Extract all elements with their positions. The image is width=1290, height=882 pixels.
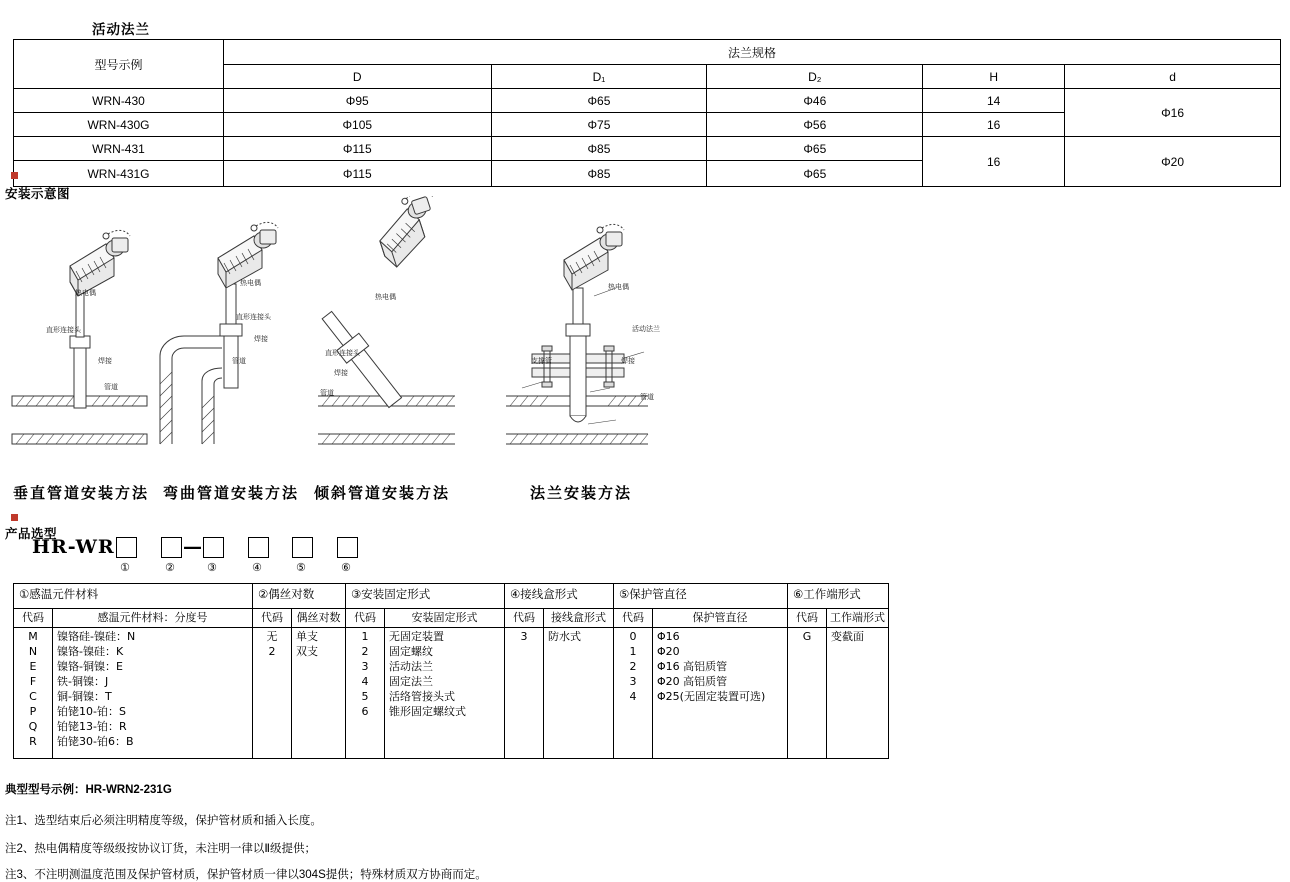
subheader-value-4: 接线盒形式 — [544, 609, 614, 628]
code-item: N — [28, 645, 38, 658]
code-item: F — [29, 675, 37, 688]
value-item: 镍铬硅-镍硅：N — [57, 630, 136, 643]
cell-d: Φ20 — [1065, 137, 1281, 187]
cell-D: Φ115 — [224, 137, 492, 161]
subheader-value-2: 偶丝对数 — [292, 609, 346, 628]
cell-D2: Φ65 — [707, 161, 923, 187]
label-straight-joint: 直形连接头 — [46, 326, 81, 334]
selection-body-row — [14, 628, 889, 759]
cell-D1: Φ75 — [491, 113, 707, 137]
values-col-1 — [53, 628, 253, 759]
codes-col-1 — [14, 628, 53, 759]
subheader-code-4: 代码 — [505, 609, 544, 628]
group-title-6: ⑥工作端形式 — [788, 584, 889, 609]
cell-H: 16 — [923, 113, 1065, 137]
code-item: C — [29, 690, 37, 703]
code-item: M — [28, 630, 38, 643]
code-dash: — — [183, 536, 202, 558]
cell-D: Φ115 — [224, 161, 492, 187]
install-section-heading: 安装示意图 — [5, 187, 71, 201]
label-weld: 焊接 — [621, 357, 635, 365]
label-thermocouple: 热电偶 — [375, 293, 396, 301]
label-thermocouple: 热电偶 — [608, 283, 629, 291]
header-model: 型号示例 — [14, 40, 224, 89]
selection-subheader-row — [14, 609, 889, 628]
col-D: D — [224, 65, 492, 89]
value-item: 铂铑13-铂：R — [57, 720, 127, 733]
label-pipe: 管道 — [320, 389, 334, 397]
codes-col-4 — [505, 628, 544, 759]
value-item: 防水式 — [548, 630, 581, 643]
values-col-4 — [544, 628, 614, 759]
value-item: 镍铬-镍硅：K — [57, 645, 124, 658]
code-num-2: ② — [165, 561, 175, 574]
value-item: Φ20 — [657, 645, 680, 658]
value-item: 双支 — [296, 645, 318, 658]
code-box-3[interactable] — [203, 537, 224, 558]
flange-spec-table — [13, 39, 1281, 187]
col-D2: D₂ — [707, 65, 923, 89]
code-item: 5 — [361, 690, 369, 703]
model-code-prefix: HR-WR — [32, 536, 115, 558]
typical-model-example: 典型型号示例：HR-WRN2-231G — [5, 784, 172, 796]
code-item: 3 — [361, 660, 369, 673]
cell-model: WRN-431G — [14, 161, 224, 187]
codes-col-5 — [614, 628, 653, 759]
value-item: 固定螺纹 — [389, 645, 433, 658]
label-thermocouple: 热电偶 — [240, 279, 261, 287]
group-title-1: ①感温元件材料 — [14, 584, 253, 609]
subheader-code-1: 代码 — [14, 609, 53, 628]
cell-D: Φ95 — [224, 89, 492, 113]
subheader-value-1: 感温元件材料：分度号 — [53, 609, 253, 628]
group-title-5: ⑤保护管直径 — [614, 584, 788, 609]
values-col-5 — [653, 628, 788, 759]
label-pipe: 管道 — [104, 383, 118, 391]
subheader-code-5: 代码 — [614, 609, 653, 628]
cell-H: 16 — [923, 137, 1065, 187]
values-col-2 — [292, 628, 346, 759]
subheader-value-6: 工作端形式 — [827, 609, 889, 628]
code-num-3: ③ — [207, 561, 217, 574]
value-item: 固定法兰 — [389, 675, 433, 688]
group-title-4: ④接线盒形式 — [505, 584, 614, 609]
code-item: E — [29, 660, 37, 673]
subheader-code-2: 代码 — [253, 609, 292, 628]
cell-model: WRN-431 — [14, 137, 224, 161]
cell-D2: Φ65 — [707, 137, 923, 161]
code-box-6[interactable] — [337, 537, 358, 558]
code-num-5: ⑤ — [296, 561, 306, 574]
code-box-5[interactable] — [292, 537, 313, 558]
code-item: G — [802, 630, 812, 643]
code-box-4[interactable] — [248, 537, 269, 558]
label-straight-joint: 直形连接头 — [236, 313, 271, 321]
code-item: 4 — [361, 675, 369, 688]
value-item: 镍铬-铜镍：E — [57, 660, 123, 673]
code-item: 无 — [266, 630, 278, 643]
value-item: 锥形固定螺纹式 — [389, 705, 466, 718]
red-marker-icon — [11, 172, 18, 179]
col-d: d — [1065, 65, 1281, 89]
label-pipe: 管道 — [232, 357, 246, 365]
code-item: 6 — [361, 705, 369, 718]
caption-inclined: 倾斜管道安装方法 — [314, 484, 451, 502]
selection-group-header-row — [14, 584, 889, 609]
value-item: Φ16 — [657, 630, 680, 643]
group-title-2: ②偶丝对数 — [253, 584, 346, 609]
code-item: 3 — [629, 675, 637, 688]
value-item: 活动法兰 — [389, 660, 433, 673]
subheader-value-3: 安装固定形式 — [385, 609, 505, 628]
installation-diagram-svg — [0, 196, 700, 486]
code-item: P — [29, 705, 37, 718]
cell-D1: Φ65 — [491, 89, 707, 113]
col-D1: D₁ — [491, 65, 707, 89]
codes-col-3 — [346, 628, 385, 759]
table-header-row — [14, 40, 1281, 65]
subheader-code-3: 代码 — [346, 609, 385, 628]
code-item: R — [29, 735, 37, 748]
code-item: 2 — [268, 645, 276, 658]
cell-model: WRN-430G — [14, 113, 224, 137]
code-item: 3 — [520, 630, 528, 643]
caption-vertical: 垂直管道安装方法 — [13, 484, 150, 502]
code-box-1[interactable] — [116, 537, 137, 558]
value-item: Φ16 高铝质管 — [657, 660, 728, 673]
note-2: 注2、热电偶精度等级级按协议订货，未注明一律以Ⅱ级提供； — [5, 843, 317, 855]
label-support: 支撑管 — [531, 357, 552, 365]
code-item: 1 — [361, 630, 369, 643]
value-item: Φ25(无固定装置可选) — [657, 690, 766, 703]
label-weld: 焊接 — [334, 369, 348, 377]
installation-diagrams — [0, 196, 700, 506]
code-item: 4 — [629, 690, 637, 703]
value-item: 活络管接头式 — [389, 690, 455, 703]
code-num-4: ④ — [252, 561, 262, 574]
value-item: 变截面 — [831, 630, 864, 643]
caption-flange: 法兰安装方法 — [530, 484, 633, 502]
label-straight-joint: 直形连接头 — [325, 349, 360, 357]
cell-D2: Φ56 — [707, 113, 923, 137]
code-item: 2 — [629, 660, 637, 673]
cell-D2: Φ46 — [707, 89, 923, 113]
label-thermocouple: 热电偶 — [75, 289, 96, 297]
red-marker-icon — [11, 514, 18, 521]
value-item: 铂铑30-铂6：B — [57, 735, 134, 748]
cell-model: WRN-430 — [14, 89, 224, 113]
codes-col-6 — [788, 628, 827, 759]
value-item: 铜-铜镍：T — [57, 690, 112, 703]
code-item: 2 — [361, 645, 369, 658]
table-row — [14, 137, 1281, 161]
value-item: 无固定装置 — [389, 630, 444, 643]
selection-table — [13, 583, 889, 759]
selection-section-heading: 产品选型 — [5, 527, 58, 541]
codes-col-2 — [253, 628, 292, 759]
value-item: 铁-铜镍：J — [57, 675, 109, 688]
code-box-2[interactable] — [161, 537, 182, 558]
code-item: Q — [28, 720, 38, 733]
note-1: 注1、选型结束后必须注明精度等级，保护管材质和插入长度。 — [5, 815, 322, 827]
table-row — [14, 89, 1281, 113]
code-item: 0 — [629, 630, 637, 643]
note-3: 注3、不注明测温度范围及保护管材质，保护管材质一律以304S提供；特殊材质双方协商而定。 — [5, 869, 487, 881]
cell-D1: Φ85 — [491, 161, 707, 187]
value-item: Φ20 高铝质管 — [657, 675, 728, 688]
code-num-1: ① — [120, 561, 130, 574]
label-flange: 活动法兰 — [632, 325, 660, 333]
code-num-6: ⑥ — [341, 561, 351, 574]
label-weld: 焊接 — [254, 335, 268, 343]
value-item: 铂铑10-铂：S — [57, 705, 126, 718]
subheader-value-5: 保护管直径 — [653, 609, 788, 628]
col-H: H — [923, 65, 1065, 89]
cell-D1: Φ85 — [491, 137, 707, 161]
cell-d: Φ16 — [1065, 89, 1281, 137]
label-weld: 焊接 — [98, 357, 112, 365]
flange-section-title: 活动法兰 — [92, 22, 150, 37]
subheader-code-6: 代码 — [788, 609, 827, 628]
label-pipe: 管道 — [640, 393, 654, 401]
caption-bent: 弯曲管道安装方法 — [163, 484, 300, 502]
header-spec: 法兰规格 — [224, 40, 1281, 65]
values-col-6 — [827, 628, 889, 759]
code-item: 1 — [629, 645, 637, 658]
cell-D: Φ105 — [224, 113, 492, 137]
cell-H: 14 — [923, 89, 1065, 113]
values-col-3 — [385, 628, 505, 759]
value-item: 单支 — [296, 630, 318, 643]
group-title-3: ③安装固定形式 — [346, 584, 505, 609]
